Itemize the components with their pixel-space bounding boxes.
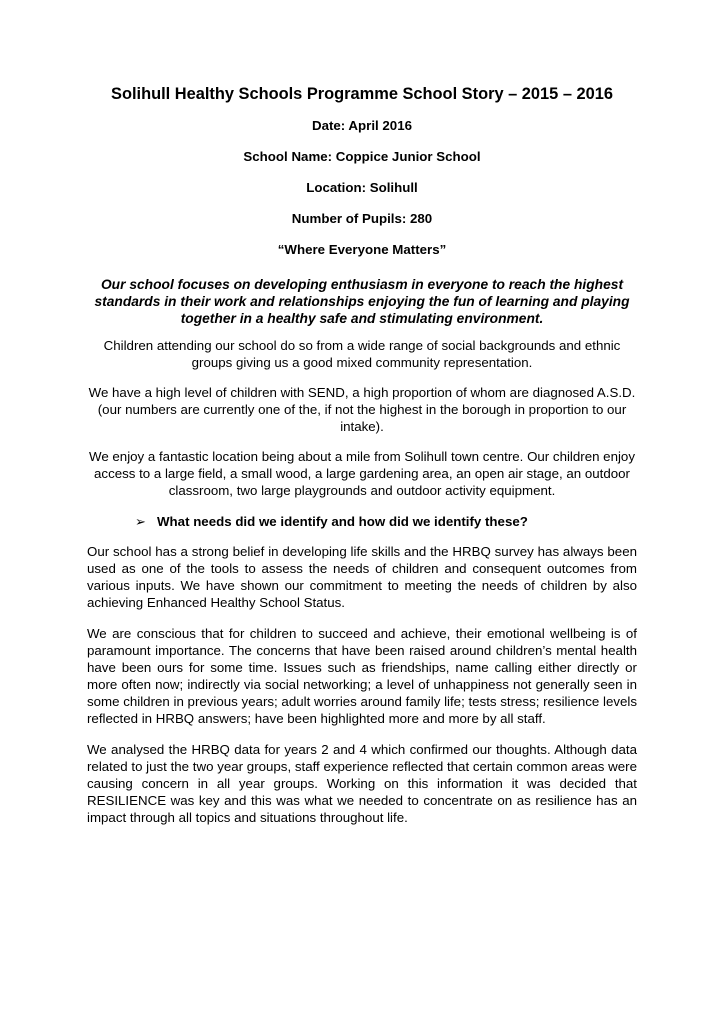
section-heading xyxy=(135,513,637,530)
pupils-line: Number of Pupils: 280 xyxy=(291,211,433,226)
body-paragraph: We analysed the HRBQ data for years 2 and 4 which confirmed our thoughts. Although data related to just the two year groups, staff experience reflected that certain common areas were causing concern in all year groups. Working on this information it was decided that RESILIENCE was key and this was what we needed to concentrate on as resilience has an impact through all topics and situations throughout life. xyxy=(87,742,637,825)
school-name-line: School Name: Coppice Junior School xyxy=(243,149,481,164)
section-heading-text: What needs did we identify and how did we identify these? xyxy=(157,514,528,529)
document-title: Solihull Healthy Schools Programme School Story – 2015 – 2016 xyxy=(111,85,613,103)
intro-paragraph: We have a high level of children with SEND, a high proportion of whom are diagnosed A.S.D. (our numbers are currently one of the, if not the highest in the borough in proportion to our intake). xyxy=(88,385,636,434)
date-line: Date: April 2016 xyxy=(311,118,412,133)
school-motto: “Where Everyone Matters” xyxy=(277,242,447,257)
body-paragraph: Our school has a strong belief in developing life skills and the HRBQ survey has always been used as one of the tools to assess the needs of children and consequent outcomes from various inputs. We have shown our commitment to meeting the needs of children by also achieving Enhanced Healthy School Status. xyxy=(87,544,637,610)
location-line: Location: Solihull xyxy=(306,180,418,195)
intro-paragraph: Children attending our school do so from a wide range of social backgrounds and ethnic groups giving us a good mixed community representation. xyxy=(103,338,621,370)
arrow-bullet-icon: ➢ xyxy=(135,514,146,529)
mission-statement: Our school focuses on developing enthusiasm in everyone to reach the highest standards in their work and relationships enjoying the fun of learning and playing together in a healthy safe and stimulating environment. xyxy=(94,277,630,326)
document-page xyxy=(87,84,637,826)
body-paragraph: We are conscious that for children to succeed and achieve, their emotional wellbeing is of paramount importance. The concerns that have been raised around children’s mental health have been ours for some time. Issues such as friendships, name calling either directly or more often now; indirectly via social networking; a level of unhappiness not generally seen in some children in previous years; adult worries around family life; tests stress; resilience levels reflected in HRBQ answers; have been highlighted more and more by all staff. xyxy=(87,626,637,726)
intro-paragraph: We enjoy a fantastic location being about a mile from Solihull town centre. Our children enjoy access to a large field, a small wood, a large gardening area, an open air stage, an outdoor classroom, two large playgrounds and outdoor activity equipment. xyxy=(89,449,635,498)
